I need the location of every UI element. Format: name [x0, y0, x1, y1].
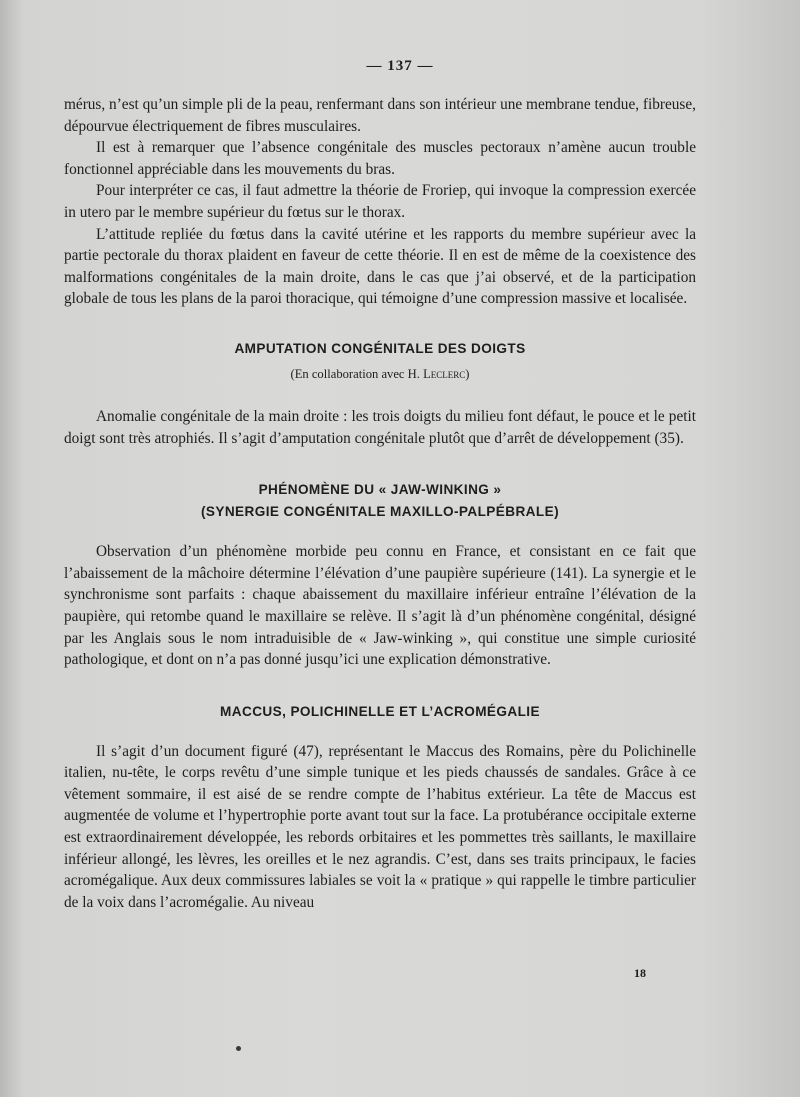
- collab-prefix: (En collaboration avec H.: [290, 366, 420, 381]
- body-text: [64, 94, 696, 913]
- signature-mark: 18: [634, 966, 646, 980]
- intro-paragraph-3: Pour interpréter ce cas, il faut admettre la théorie de Froriep, qui invoque la compression exercée in utero par le membre supérieur du fœtus sur le thorax.: [64, 182, 696, 221]
- ink-speck: [236, 1046, 241, 1051]
- page-number: — 137 —: [366, 58, 434, 74]
- collab-suffix: ): [465, 366, 470, 381]
- maccus-paragraph: Il s’agit d’un document figuré (47), représentant le Maccus des Romains, père du Polichinelle italien, nu-tête, le corps revêtu d’une simple tunique et les pieds chaussés de sandales. Grâce à ce vêtement sommaire, il est aisé de se rendre compte de l’habitus extérieur. La tête de Maccus est augmentée de volume et l’hypertrophie porte avant tout sur la face. La protubérance occipitale externe est extraordinairement développée, les rebords orbitaires et les pommettes très saillants, le maxillaire inférieur allongé, les lèvres, les oreilles et le nez agrandis. C’est, dans ses traits principaux, le facies acromégalique. Aux deux commissures labiales se voit la « pratique » qui rappelle le timbre particulier de la voix dans l’acromégalie. Au niveau: [64, 742, 696, 911]
- intro-paragraph-1: mérus, n’est qu’un simple pli de la peau, renfermant dans son intérieur une membrane tendue, fibreuse, dépourvue électriquement de fibres musculaires.: [64, 96, 696, 135]
- intro-paragraph-4: L’attitude repliée du fœtus dans la cavité utérine et les rapports du membre supérieur avec la partie pectorale du thorax plaident en faveur de cette théorie. Il en est de même de la coexistence des malformations congénitales de la main droite, dans le cas que j’ai observé, et de la participation globale de tous les plans de la paroi thoracique, qui témoigne d’une compression massive et localisée.: [64, 225, 696, 308]
- intro-paragraph-2: Il est à remarquer que l’absence congénitale des muscles pectoraux n’amène aucun trouble fonctionnel appréciable dans les mouvements du bras.: [64, 139, 696, 178]
- jaw-winking-paragraph: Observation d’un phénomène morbide peu connu en France, et consistant en ce fait que l’abaissement de la mâchoire détermine l’élévation d’une paupière supérieure (141). La synergie et le synchronisme sont parfaits : chaque abaissement du maxillaire inférieur entraîne l’élévation de la paupière, qui retombe quand le maxillaire se relève. Il s’agit là d’un phénomène congénital, désigné par les Anglais sous le nom intraduisible de « Jaw-winking », qui constitue une simple curiosité pathologique, et dont on n’a pas donné jusqu’ici une explication démonstrative.: [64, 543, 696, 669]
- heading-jaw-winking: PHÉNOMÈNE DU « JAW-WINKING »: [258, 482, 502, 498]
- heading-maccus: MACCUS, POLICHINELLE ET L’ACROMÉGALIE: [220, 703, 540, 719]
- heading-synergie: (SYNERGIE CONGÉNITALE MAXILLO-PALPÉBRALE): [200, 504, 559, 520]
- heading-amputation: AMPUTATION CONGÉNITALE DES DOIGTS: [234, 340, 526, 356]
- collaboration-note: [64, 364, 696, 384]
- amputation-paragraph: Anomalie congénitale de la main droite : les trois doigts du milieu font défaut, le pouce et le petit doigt sont très atrophiés. Il s’agit d’amputation congénitale plutôt que d’arrêt de développement (35).: [64, 407, 696, 447]
- collab-name: Leclerc: [423, 366, 466, 381]
